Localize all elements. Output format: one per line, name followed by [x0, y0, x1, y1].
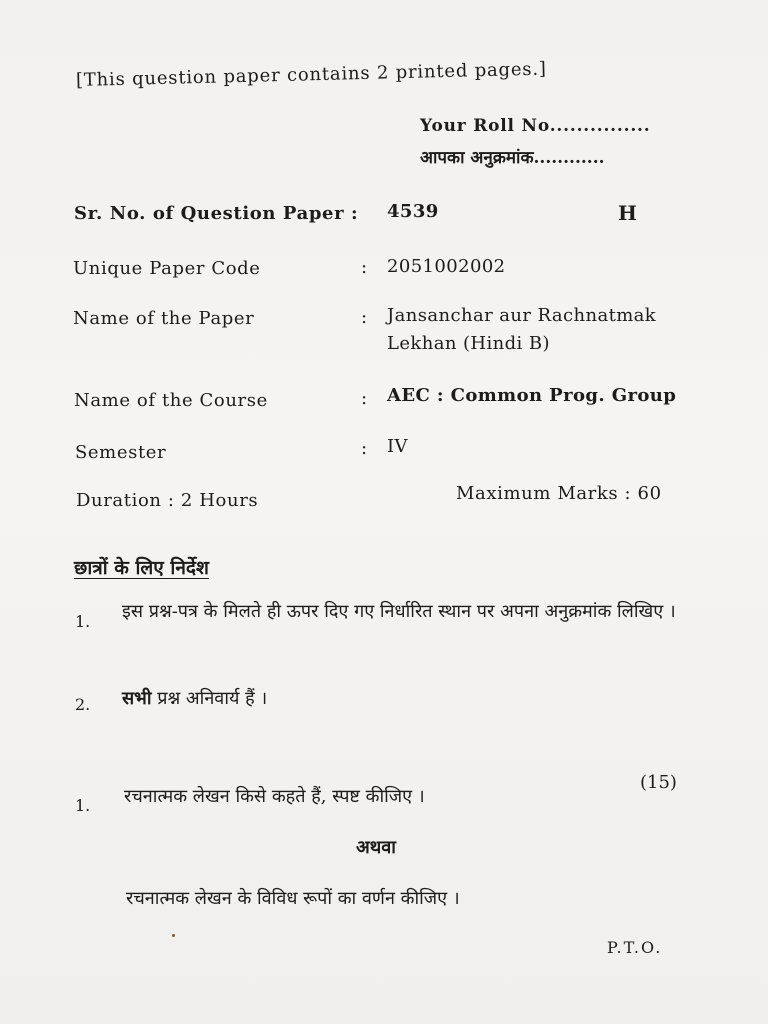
instruction-bold-lead: सभी — [122, 688, 152, 709]
maximum-marks: Maximum Marks : 60 — [456, 483, 662, 504]
roll-number-field-hindi: आपका अनुक्रमांक............ — [420, 148, 605, 168]
duration: Duration : 2 Hours — [76, 490, 259, 511]
question-text: रचनात्मक लेखन किसे कहते हैं, स्पष्ट कीजिए । — [124, 786, 425, 807]
or-separator: अथवा — [356, 837, 396, 858]
paper-name-label: Name of the Paper — [73, 308, 255, 329]
printed-pages-note: [This question paper contains 2 printed pages.] — [75, 58, 547, 91]
question-alt-text: रचनात्मक लेखन के विविध रूपों का वर्णन कीजिए । — [126, 888, 460, 909]
instruction-text-rest: प्रश्न अनिवार्य हैं । — [157, 688, 268, 709]
paper-speck — [172, 934, 175, 937]
paper-name-colon: : — [361, 307, 368, 328]
instruction-number: 2. — [75, 695, 91, 714]
paper-name-value: Jansanchar aur Rachnatmak Lekhan (Hindi B) — [387, 305, 657, 354]
sr-no-value: 4539 — [387, 201, 439, 222]
upc-label: Unique Paper Code — [73, 258, 261, 279]
instruction-number: 1. — [75, 612, 91, 631]
upc-colon: : — [361, 257, 368, 278]
semester-value: IV — [387, 436, 408, 457]
instructions-heading: छात्रों के लिए निर्देश — [74, 557, 209, 579]
instruction-text — [122, 686, 267, 710]
semester-colon: : — [361, 438, 368, 459]
course-label: Name of the Course — [74, 390, 268, 411]
course-colon: : — [361, 388, 368, 409]
semester-label: Semester — [75, 442, 167, 463]
set-code: H — [618, 201, 638, 225]
instruction-text: इस प्रश्न-पत्र के मिलते ही ऊपर दिए गए निर्धारित स्थान पर अपना अनुक्रमांक लिखिए । — [122, 601, 676, 622]
question-number: 1. — [75, 796, 91, 815]
question-marks: (15) — [640, 772, 677, 793]
sr-no-label: Sr. No. of Question Paper : — [74, 203, 359, 224]
pto-label: P.T.O. — [607, 938, 663, 957]
course-value: AEC : Common Prog. Group — [387, 385, 677, 406]
upc-value: 2051002002 — [387, 256, 506, 277]
roll-number-field: Your Roll No............... — [420, 116, 651, 136]
